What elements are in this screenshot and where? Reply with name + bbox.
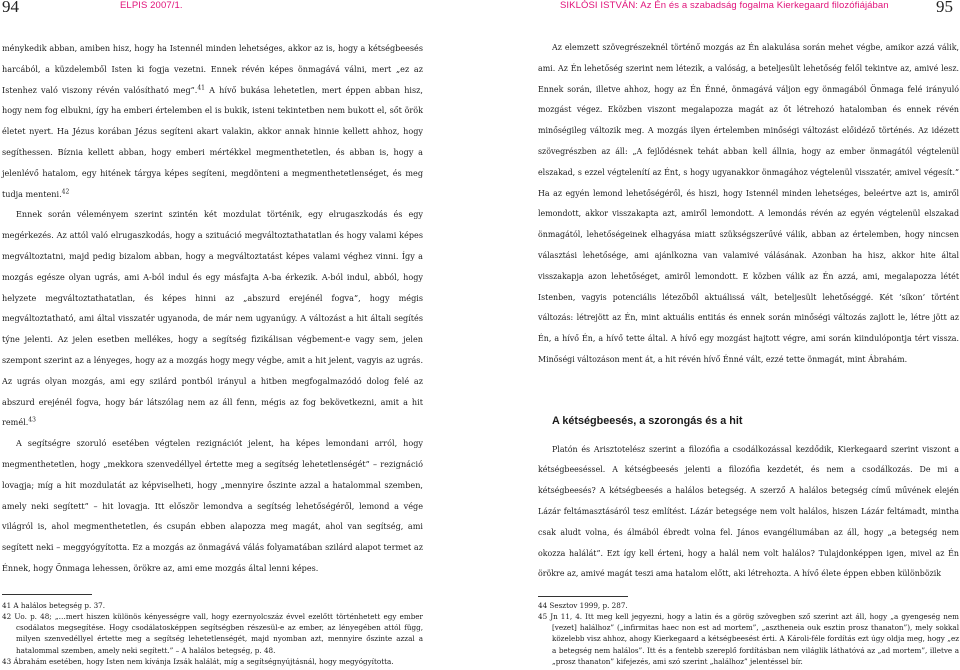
footnote-ref-42[interactable]: 42	[61, 187, 70, 195]
left-footnote-rule	[2, 594, 92, 595]
left-paragraph-2: Ennek során véleményem szerint szintén két mozdulat történik, egy elrugaszkodás és egy megérkezés. Az attól való elrugaszkodás, hogy a szituáció megváltoztathatatlan és hogy valami képes megváltoztatni, majd pedig bizalom abban, hogy a megváltoztatást képes valami véghez vinni. Így a mozgás egésze olyan ugrás, ami A-ból indul és egy másfajta A-ba érkezik. A-ból indul, abból, hogy helyzete megváltoztathatatlan, és képes hinni az „abszurd erejénél fogva”, hogy mégis megváltoztatható, ami által visszatér ugyanoda, de már nem ugyanúgy. A változást a hit általi segítés týne jelenti. Az jelen esetben mellékes, hogy a segítség fizikálisan végbement-e vagy sem, jelen szempont szerint az a lényeges, hogy az a mozgás hogy megy végbe, amit a hit jelent, vagyis az ugrás. Az ugrás olyan mozgás, ami egy szilárd pontból irányul a hitben megfogalmazódó dolog felé az abszurd erejénél fogva, hogy bár látszólag nem az áll fenn, mégis az fog bekövetkezni, amit a hit remél.$^{43}$	[2, 209, 424, 428]
left-running-header: ELPIS 2007/1.	[120, 0, 183, 11]
right-page-number: 95	[936, 0, 953, 16]
footnote-45: 45 Jn 11, 4. Itt meg kell jegyezni, hogy a latin és a görög szövegben sző szerint azt áll, hogy „a gyengeség nem [vezet] halálhoz” („infirmitas haec non est ad mortem”, „asztheneia ouk esztin prosz thanaton”), mely sokkal közelebb visz ahhoz, ahogy Kierkegaard a kétségbeesést érti. A Károli-féle fordítás ezt úgy oldja meg, hogy „ez a betegség nem halálos”. Itt és a fentebb szereplő fordításban nem világlik láthatóvá az „ad mortem”, illetve a „prosz thanaton” kifejezés, ami szó szerint „halálhoz” jelentéssel bír.	[538, 612, 959, 666]
right-footnotes	[538, 600, 959, 667]
right-footnote-rule	[538, 596, 628, 597]
left-footnotes	[2, 600, 423, 667]
right-body-column	[538, 38, 959, 585]
footnote-43: 43 Ábrahám esetében, hogy Isten nem kívánja Izsák halálát, míg a segítségnyújtásnál, hogy megyógyította.	[2, 656, 394, 666]
section-heading: A kétségbeesés, a szorongás és a hit	[552, 414, 743, 427]
footnote-44: 44 Sesztov 1999, p. 287.	[538, 601, 628, 610]
left-paragraph-3: A segítségre szoruló esetében végtelen rezignációt jelent, ha képes lemondani arról, hogy megmenthetetlen, hogy „mekkora szenvedéllyel értette meg a segítség lehetetlenségét” – rezignáció lovagja; míg a hit mozdulatát az képviselheti, hogy „mennyire őszinte azzal a hatalommal szemben, amely neki segített” – hit lovagja. Itt először lemondva a segítség lehetőségéről, lemond a vége világról is, ahol megmenthetetlen, és csupán ebben alapozza meg magát, ahol van segítség, ami segített neki – meggyógyította. Ez a mozgás az önmagává válás folyamatában szilárd alapot termet az Énnek, hogy Önmaga lehessen, örökre az, ami eme mozgás által lenni képes.	[2, 438, 423, 573]
footnote-ref-41[interactable]: 41	[197, 83, 205, 91]
left-body-column	[2, 38, 423, 579]
footnote-ref-43[interactable]: 43	[28, 416, 36, 424]
footnote-42: 42 Uo. p. 48; „…mert hiszen különös kényességre vall, hogy ezernyolcszáz évvel ezelőtt történhetett egy ember csodálatos megsegítése. Hogy csodálatosképpen segítségben részesül-e az ember, az lényegében attól függ, milyen szenvedéllyel értette meg a segítség lehetetlenségét, majd nyomban azt, mennyire őszinte azzal a hatalommal szemben, amely neki segített.” – A halálos betegség, p. 48.	[2, 612, 423, 655]
right-running-header: SIKLÓSI ISTVÁN: Az Én és a szabadság fogalma Kierkegaard filozófiájában	[560, 0, 889, 11]
left-paragraph-1: ménykedik abban, amiben hisz, hogy ha Istennél minden lehetséges, akkor az is, hogy a kétségbeesés harcából, a küzdelemből Isten ki fogja vezetni. Ennek révén képes önmagává válni, mert „ez az Istenhez való viszony révén valósítható meg”.$^{41}$ A hívő bukása lehetetlen, mert éppen abban hisz, hogy nem fog elbukni, így ha emberi értelemben el is bukik, isteni tekintetben nem bukott el, sőt örök életet nyert. Ha Jézus korában Jézus segíteni akart valakin, akkor annak hinnie kellett ahhoz, hogy segíthessen. Bíznia kellett abban, hogy emberi mértékkel megmenthetetlen, és abban is, hogy a jelenlévő hatalom, egy hitének tárgya képes segíteni, megdönteni a megmenthetetlenséget, és meg tudja menteni.$^{42}$	[2, 43, 423, 199]
right-paragraph-2: Platón és Arisztotelész szerint a filozófia a csodálkozással kezdődik, Kierkegaard szerint viszont a kétségbeeséssel. A kétségbeesés jelenti a filozófia kezdetét, és nem a csodálkozás. De mi a kétségbeesés? A kétségbeesés a halálos betegség. A szerző A halálos betegség című művének elején Lázár feltámasztásáról tesz említést. Lázár betegsége nem volt halálos, hiszen Lázár feltámadt, mintha csak aludt volna, és álmából ébredt volna fel. János evangéliumában az áll, hogy „a betegség nem okozza halálát”. Ezt így kell érteni, hogy a halál nem volt halálos? Tulajdonképpen igen, mivel az Én örökre az, amivé magát teszi ama hatalom előtt, aki létrehozta. A hívő élete éppen ebben különbözik	[538, 444, 959, 579]
right-paragraph-1: Az elemzett szövegrészeknél történő mozgás az Én alakulása során mehet végbe, amikor azzá válik, ami. Az Én lehetőség szerint nem létezik, a valóság, a beteljesült lehetőség felől tekintve az, amivé lesz. Ennek során, illetve ahhoz, hogy az Én Énné, önmagává váljon egy önmagából Önmaga felé irányuló mozgást végez. Eközben viszont megalapozza magát az őt létrehozó hatalomban és ennek révén minőségileg változik meg. A mozgás ilyen értelemben minőségi változást előidéző történés. Az idézett szövegrészben az áll: „A fejlődésnek tehát abban kell állnia, hogy az ember önmagától végtelenül elszakad, s ezzel végtelenítí az Ént, s hogy ugyanakkor önmagához végtelenül visszatér, amivel végesít.” Ha az egyén lemond lehetőségéről, és hiszi, hogy Istennél minden lehetséges, beleértve azt is, amiről lemondott, akkor visszakapta azt, amiről lemondott. A lemondás révén az egyén végtelenül elszakad önmagától, lehetőségeinek elhagyása miatt szükségszerűvé válik, abban az értelemben, hogy nincsen választási lehetősége, ami ajánlkozna van valamivé válásának. Azonban ha hisz, akkor hite által visszakapja azon lehetőséget, amiről lemondott. E közben válik az Én azzá, ami, megalapozza létét Istenben, vagyis potenciális létezőből aktuálissá vált, beteljesült lehetőséggé. Két ‘síkon’ történt változás: létrejött az Én, mint aktuális entitás és ennek során minőségi változás zajlott le, létre jött az Én, a hívő Én, a hívő tette által. A hívő egy mozgást hajtott végre, ami során kiindulópontja tért vissza. Minőségi változáson ment át, a hit révén hívő Énné vált, ezzé tette önmagát, mint Ábrahám.	[538, 43, 959, 364]
left-page-number: 94	[2, 0, 19, 16]
footnote-41: 41 A halálos betegség p. 37.	[2, 601, 106, 610]
